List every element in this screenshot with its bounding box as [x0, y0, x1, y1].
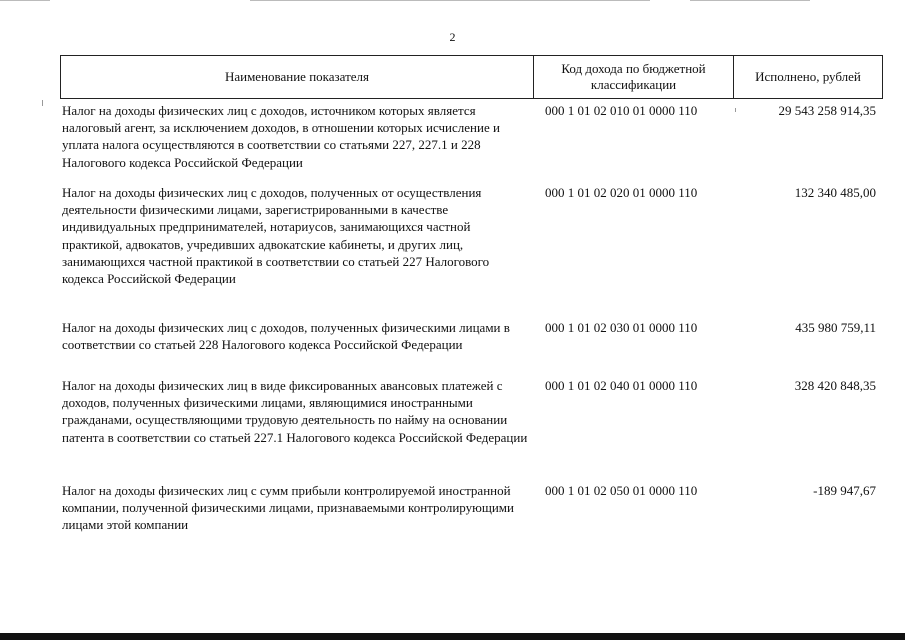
row-name: Налог на доходы физических лиц в виде фиксированных авансовых платежей с доходов, полученных физическими лицами, являющимися иностранными гражданами, осуществляющими трудовую деятельность по найму на основании патента в соответствии со статьей 227.1 Налогового кодекса Российской Федерации: [62, 378, 528, 445]
scan-artifact: [250, 0, 650, 1]
row-executed: 29 543 258 914,35: [778, 103, 876, 118]
header-executed: Исполнено, рублей: [733, 55, 883, 99]
row-executed: -189 947,67: [813, 483, 876, 498]
scan-artifact: [0, 0, 50, 1]
row-executed: 435 980 759,11: [795, 320, 876, 335]
scan-artifact: [42, 100, 43, 106]
page-number: 2: [449, 30, 456, 44]
row-code: 000 1 01 02 040 01 0000 110: [545, 378, 698, 393]
row-name: Налог на доходы физических лиц с сумм прибыли контролируемой иностранной компании, полученной физическими лицами, признаваемыми контролирующими лицами этой компании: [62, 483, 514, 533]
header-name: Наименование показателя: [60, 55, 534, 99]
row-name: Налог на доходы физических лиц с доходов, полученных от осуществления деятельности физическими лицами, зарегистрированными в качестве индивидуальных предпринимателей, нотариусов, занимающихся частной практикой, адвокатов, учредивших адвокатские кабинеты, и других лиц, занимающихся частной практикой в соответствии со статьей 227 Налогового кодекса Российской Федерации: [62, 185, 490, 287]
row-code: 000 1 01 02 030 01 0000 110: [545, 320, 698, 335]
header-code: Код дохода по бюджетной классификации: [533, 55, 734, 99]
row-code: 000 1 01 02 050 01 0000 110: [545, 483, 698, 498]
scan-artifact: [735, 108, 736, 112]
scan-artifact: [690, 0, 810, 1]
row-name: Налог на доходы физических лиц с доходов, полученных физическими лицами в соответствии со статьей 228 Налогового кодекса Российской Федерации: [62, 320, 510, 353]
row-code: 000 1 01 02 020 01 0000 110: [545, 185, 698, 200]
row-executed: 132 340 485,00: [794, 185, 876, 200]
scan-edge-bar: [0, 633, 905, 640]
row-code: 000 1 01 02 010 01 0000 110: [545, 103, 698, 118]
row-executed: 328 420 848,35: [794, 378, 876, 393]
row-name: Налог на доходы физических лиц с доходов, источником которых является налоговый агент, за исключением доходов, в отношении которых исчисление и уплата налога осуществляются в соответствии со статьями 227, 227.1 и 228 Налогового кодекса Российской Федерации: [62, 103, 500, 170]
